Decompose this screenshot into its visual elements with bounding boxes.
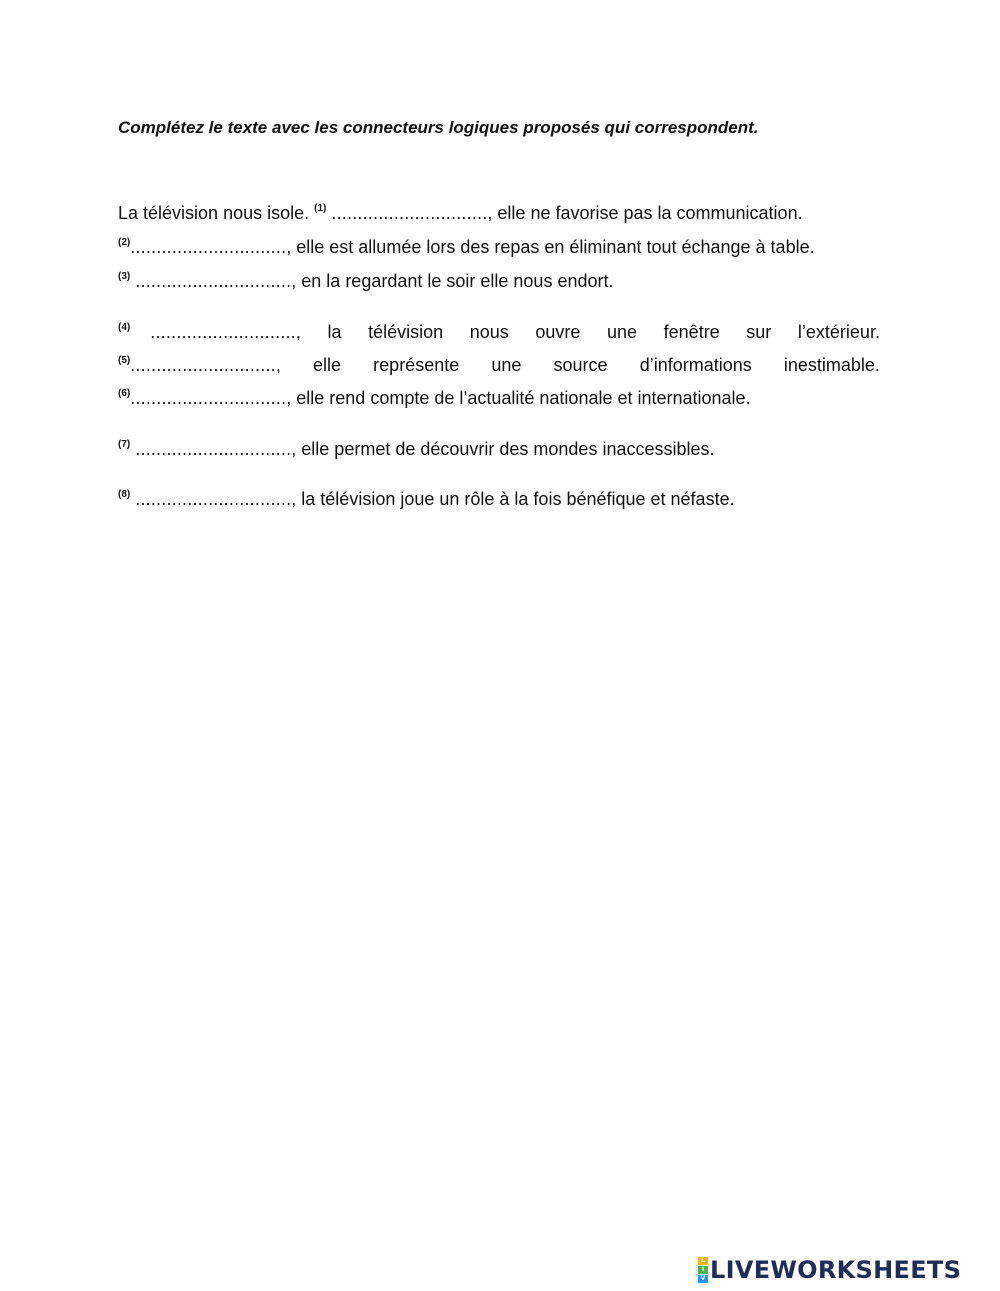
blank-number-4: (4) [118, 322, 131, 333]
blank-number-1: (1) [314, 203, 327, 214]
logo-block: V [698, 1275, 708, 1283]
blank-4-group: $^{(4)}$ ............................, [118, 322, 301, 342]
blank-number-3: (3) [118, 271, 131, 282]
logo-text: LIVEWORKSHEETS [710, 1256, 962, 1284]
sentence-line-4 [118, 320, 880, 344]
sentence-line-5 [118, 353, 880, 377]
blank-number-8: (8) [118, 489, 131, 500]
blank-number-2: (2) [118, 237, 131, 248]
blank-5-group: $^{(5)}$............................, [118, 355, 281, 375]
logo-block: L [698, 1257, 708, 1265]
sentence-1-start: La télévision nous isole. [118, 203, 310, 223]
word: une [491, 355, 522, 375]
blank-number-5: (5) [118, 355, 131, 366]
word: une [607, 322, 638, 342]
sentence-2-end: , elle est allumée lors des repas en éliminant tout échange à table. [286, 237, 815, 257]
sentence-line-3 [118, 269, 880, 293]
word: source [553, 355, 608, 375]
word: elle [313, 355, 342, 375]
sentence-line-1 [118, 201, 880, 225]
blank-4[interactable]: ............................ [150, 322, 296, 342]
instruction-heading: Complétez le texte avec les connecteurs logiques proposés qui correspondent. [118, 118, 759, 137]
blank-1[interactable]: .............................. [331, 203, 488, 223]
blank-3[interactable]: .............................. [135, 271, 292, 291]
sentence-line-2 [118, 235, 880, 259]
sentence-7-end: , elle permet de découvrir des mondes inaccessibles. [291, 439, 715, 459]
word: d’informations [639, 355, 752, 375]
sentence-8-end: , la télévision joue un rôle à la fois bénéfique et néfaste. [291, 489, 735, 509]
word: l’extérieur. [797, 322, 880, 342]
blank-number-6: (6) [118, 388, 131, 399]
blank-5[interactable]: ............................ [130, 355, 276, 375]
blank-2[interactable]: .............................. [130, 237, 287, 257]
word: la [327, 322, 342, 342]
blank-7[interactable]: .............................. [135, 439, 292, 459]
logo-block: I [698, 1266, 708, 1274]
sentence-3-end: , en la regardant le soir elle nous endort. [291, 271, 614, 291]
word: inestimable. [783, 355, 880, 375]
liveworksheets-logo [698, 1256, 961, 1284]
word: sur [746, 322, 772, 342]
word: fenêtre [663, 322, 720, 342]
logo-icon [698, 1257, 708, 1283]
sentence-6-end: , elle rend compte de l’actualité nationale et internationale. [286, 388, 751, 408]
sentence-1-text [118, 201, 803, 225]
word: nous [469, 322, 509, 342]
word: ouvre [535, 322, 581, 342]
sentence-1-end: , elle ne favorise pas la communication. [487, 203, 803, 223]
blank-number-7: (7) [118, 439, 131, 450]
sentence-line-6 [118, 386, 880, 410]
word: représente [373, 355, 460, 375]
blank-8[interactable]: .............................. [135, 489, 292, 509]
blank-6[interactable]: .............................. [130, 388, 287, 408]
word: télévision [368, 322, 444, 342]
sentence-line-8 [118, 487, 880, 511]
sentence-line-7 [118, 437, 880, 461]
